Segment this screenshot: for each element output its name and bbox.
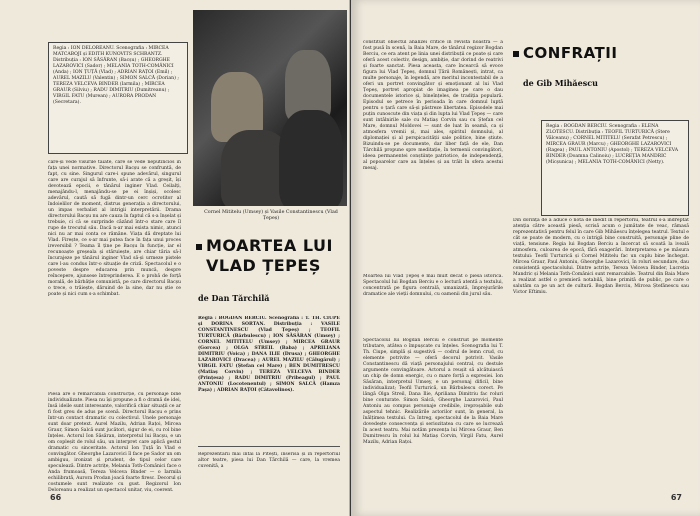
credits-box-left: Regia : ION DELOREANU. Scenografia : MIRCEA MATCABOJI și EDITH KUNOVITS SCHRANTZ. Distribuția : ION SĂSĂRAN (Bacșu) ; GHEORGHE LAZAROVICI (Sador) ; MELANIA TOTH-COMĂNICI (Anda) ; ION ȚUȚĂ (Vlad) ; ADRIAN RAȚOI (Emil) ; AUREL MAZILU (Valentin) ; SIMON SALCĂ (Dorian) ; TEREZA VELCEVA BINDER (Iarmila) ; MIRCEA GRAUR (Silviu) ; RADU DIMITRIU (Dumitreanu) ; VIRGIL FATU (Murean) ; AURORA PRODAN (Secretara).	[48, 42, 188, 154]
page-number-right: 67	[670, 493, 682, 502]
right-text-col1c: Spectacolul lui Bogdan Berciu e construit pe momente tributare, atâtea o împușcate cu înțeles. Scenografia lui T. Th. Ciupe, simplă și sugestivă — codrul de lemn crud, cu elemente potrivite — oferă decorul potrivit. Vasile Constantinescu dă viață personajului central, cu destule argumente convingătoare. Actorul a reușit să alcătuiască un chip de domn energic, cu o mare forță a expresiei. Ion Săsăran, interpretul Umsey, e un personaj dificil, bine individualizat; Teofil Turturică, un Bărbulescu corect. Pe lângă Olga Streil, Dana Ilie, Apriliana Dimitriu fac roluri bine conturate. Simon Salcă, Gheorghe Lazarovici, Paul Antoniu au compus personaje credibile, ireproșabile sub aspectul tehnic. Realizările actorilor sunt, în general, la înălțimea textului. Ca întreg, spectacolul de la Baia Mare dovedește consecvența și seriozitatea cu care se lucrează în acest teatru. Mai notăm prezența lui Mircea Graur, Ben Dumitrescu în rolul lui Matiaș Corvin, Virgil Fatu, Aurel Mazilu, Adrian Rațoi.	[363, 338, 503, 445]
production-photo	[193, 10, 347, 206]
photo-caption: Cornel Mititelu (Umsey) și Vasile Constantinescu (Vlad Țepeș)	[204, 210, 338, 221]
right-text-col1: constituit obiectul analizei critice în revista noastră — a fost pusă în scenă, la Baia Mare, de tânărul regizor Bogdan Berciu, ce era atent pe linia unei distribuții ce poate și care oferă acest colectiv, design, ambiție, dar dorind de reatrivi și foarte sanctat. Piesa aceasta, care încearcă să evoce figura lui Vlad Țepeș, domnul Țării Românești, intrat, ca multe personaje, în legendă, are meritul incontestabil de a oferi un portret convingător și emoționant al lui Vlad Țepeș, portret apropiat de imaginea pe care o dau documentele istorice și, bineînțeles, de tradiția populară. Episodul se petrece în perioada în care domnul luptă pentru o țară care să-și păstreze libertatea. Episodele mai puțin cunoscute din viața și din lupta lui Vlad Țepeș — care sunt intâlnirile sale cu Matiaș Corvin sau cu Ștefan cel Mare, domnul Moldovei — sunt de luat în seamă, ca și atmosfera vremii și, mai ales, spiritul domnului, al diplomației și al perspicacității sale politice, bine știute. Bizuindu-se pe documente, dar liber față de ele, Dan Tărchilă propune spre meditație, în termenii convingători, ideea permanentei conștiințe patriotice, de independență, al popoarelor care au înțeles și au trăit în sfera acestui mesaj.	[363, 40, 503, 171]
confratii-title-text: CONFRAȚII	[523, 44, 618, 62]
divider	[198, 446, 340, 447]
right-page	[351, 0, 700, 516]
play-credits: Regia : BOGDAN BERCIU. Scenografia : T. TH. CIUPE și DORINA SORTAN. Distribuția : VASILE CONSTANTINESCU (Vlad Țepeș) ; TEOFIL TURTURICĂ (Bărbulescu) ; ION SĂSĂRAN (Umsey) ; CORNEL MITITELU (Umsey) ; MIRCEA GRAUR (Gorcea) ; OLGA STREIL (Baba) ; APRILIANA DIMITRIU (Voica) ; DANA ILIE (Drusa) ; GHEORGHE LAZAROVICI (Dracea) ; AUREL MAZILU (Călugărul) ; VIRGIL FATU (Ștefan cel Mare) ; BEN DUMITRESCU (Matiaș Corvin) ; TEREZA VELCEVA BINDER (Prințesa) ; RADU DIMITRIU (Pribeagul) ; PAUL ANTONIU (Locotenentul) ; SIMON SALCĂ (Hamza Pașa) ; ADRIAN RAȚOI (Cătavolinos).	[198, 316, 340, 393]
left-text-col1: care-și vede visurile tăiate, care se vede neputincios în fața unei normative. Directorul Bacșu se confruntă, de fapt, cu sine. Singurul care-i spune adevărul, singurul care are curajul să înfrunte, să-i arate că a greșit, își devotează epocii, e tânărul inginer Vlad. Ceilalți, menajându-l, menajându-se pe ei înșiși, ocolesc adevărul, caută să fugă dintr-un cerc ocrotitor al îndoielilor de moment, distrus generația a directorului, un impas verbalist al intrigii interpretării. Drama directorului Bacșu nu are cauza în faptul că s-a înșelat și trebuie, ci că se surprinde căzând într-o stare care îl rupe de trecutul său. Dacă n-ar mai exista nimic, atunci nici nu ar mai conta ce rămâne. Viața dă dreptate lui Vlad. Firește, ce s-ar mai putea face în fața unui proces ireversibil ? Teama îl ține pe Bacșu în funcție, iar el recunoaște greșeala și stăruiește, are chiar tăria să-l încurajeze pe tânărul inginer Vlad să-și urmeze pistele care l-au condus într-o situație de criză. Spectacolul e o poveste despre educarea prin muncă, despre reîncepere, ajunsese întreprinderea. E o probă de forță morală, de bărbăție comunistă, pe care directorul Bacșu o trece, o trăiește, dăruind de la sine, dar nu știe ce poate și nici cum s-a schimbat.	[48, 160, 181, 297]
credits-box-right: Regia : BOGDAN BERCIU. Scenografia : ELENA ZLOTESCU. Distribuția : TEOFIL TURTURICĂ (Stere Vâlceanu) ; CORNEL MITITELU (Serafat Petrescu) ; MIRCEA GRAUR (Marcu) ; GHEORGHE LAZAROVICI (Ragea) ; PAUL ANTONIU (Apostol) ; TEREZA VELCEVA BINDER (Doamna Calinoiu) ; LUCREȚIA MANDRIC (Micșunica) ; MELANIA TOTH-COMĂNICI (Netty).	[541, 120, 689, 216]
play-title-line2: VLAD ȚEPEȘ	[206, 256, 321, 275]
right-text-col2: Din dorința de a aduce o notă de inedit în repertoriu, teatrul s-a îndreptat atenția către această piesă, scrisă acum o jumătate de veac, rămasă reprezentativă pentru felul în care Gib Mihăescu înțelegea teatrul. Textul e cât se poate de modern, cu o intrigă bine construită, personaje pline de viață, tensiune. Regia lui Bogdan Berciu a încercat să scoată la iveală atmosfera, culoarea de epocă, fără exagerări. Interpretarea e pe măsura textului: Teofil Turturică și Cornel Mititelu fac un cuplu bine închegat. Mircea Graur, Paul Antoniu, Gheorghe Lazarovici, în roluri secundare, dau consistență spectacolului. Dintre actrițe, Tereza Velceva Binder, Lucreția Mandric și Melania Toth-Comănici sunt remarcabile. Teatrul din Baia Mare a realizat astfel o premieră notabilă, bine primită de public, pe care o salutăm ca pe un act de cultură. Bogdan Berciu, Mircea Ștefănescu sau Victor Eftimiu.	[513, 218, 689, 295]
page-number-left: 66	[50, 493, 62, 502]
square-bullet-icon	[513, 51, 519, 57]
photo-footnote: Reprezentarii mai întâi la Pitești, inserisă și în repertoriul altor teatre, piesa lui Dan Tărchilă — care, la vremea cuvenită, a	[198, 452, 340, 469]
play-title-text1: MOARTEA LUI	[206, 236, 333, 255]
right-text-col1b: Moartea lui Vlad Țepeș e mai mult decât o piesă istorică. Spectacolul lui Bogdan Berciu e o lectură atentă a textului, concentrată pe figura centrală, umanizată, împrejurările dramatice ale vieții domnului, cu oamenii din jurul său.	[363, 274, 503, 297]
confratii-author: de Gib Mihăescu	[523, 78, 598, 88]
square-bullet-icon	[196, 244, 202, 250]
confratii-title	[513, 44, 617, 62]
play-author: de Dan Tărchilă	[198, 293, 270, 303]
play-title-line1	[196, 236, 333, 255]
left-text-col1b: Piesa are o remarcabilă construcție, cu personaje bine individualizate. Piesa nu își propune a fi o dramă de idei, însă ideile sunt interesante, valorifică chiar situații ce ar fi fost greu de adus pe scenă. Directorul Bacșu e prins într-un contact dramatic cu colectivul. Unele personaje sunt doar pretext. Aurel Mazilu, Adrian Rațoi, Mircea Graur, Simon Salcă sunt jucători, sigur de ei, cu rol bine înțeles. Actorul Ion Săsăran, interpretul lui Bacșu, e un om copleșit de rolul său, un interpret care aplică gestul dramatic cu sinceritate. Actorul Ion Țuță în Vlad e convingător. Gheorghe Lazarovici îl face pe Sador un om ambiguu, ironizat și prudent, de tipul celor care speculează. Dintre actrițe, Melania Toth-Comănici face o Anda frumoasă, Tereza Velceva Binder — o Iarmila echilibrată, Aurora Prodan joacă foarte firesc. Decorul și costumele sunt realizate cu gust. Regizorul Ion Deloreanu a realizat un spectacol unitar, viu, coerent.	[48, 392, 181, 492]
